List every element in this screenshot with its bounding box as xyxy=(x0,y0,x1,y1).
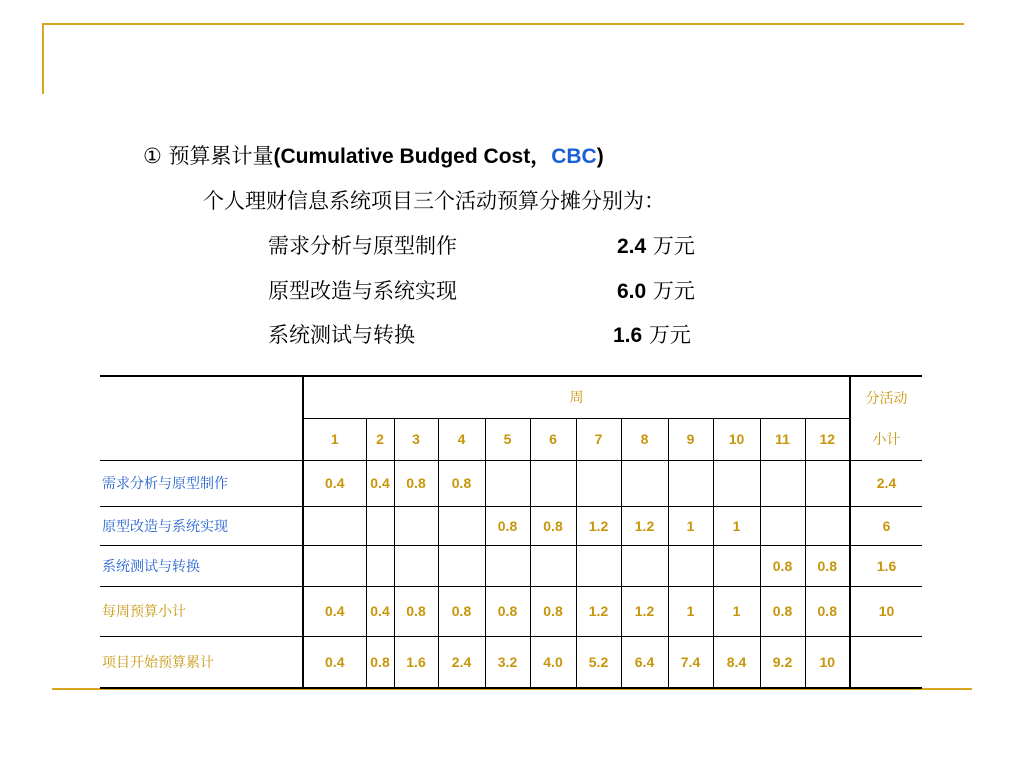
table-cell xyxy=(303,545,366,586)
table-row xyxy=(100,460,922,506)
table-cell: 7.4 xyxy=(668,636,713,688)
table-cell: 0.4 xyxy=(366,586,394,636)
table-row xyxy=(100,636,922,688)
table-cell xyxy=(713,460,760,506)
week-number: 3 xyxy=(394,418,438,460)
table-cell: 1.2 xyxy=(621,506,668,545)
table-cell xyxy=(366,545,394,586)
table-cell: 8.4 xyxy=(713,636,760,688)
week-number: 11 xyxy=(760,418,805,460)
table-cell: 5.2 xyxy=(576,636,621,688)
table-cell xyxy=(713,545,760,586)
table-cell xyxy=(530,460,576,506)
week-number: 7 xyxy=(576,418,621,460)
subtotal-header: 分活动 xyxy=(850,376,922,418)
table-cell: 2.4 xyxy=(438,636,485,688)
table-cell xyxy=(530,545,576,586)
table-cell xyxy=(366,506,394,545)
table-cell: 6.4 xyxy=(621,636,668,688)
week-number: 10 xyxy=(713,418,760,460)
table-cell: 1 xyxy=(713,586,760,636)
heading-en-close: ) xyxy=(596,145,604,168)
table-cell: 0.8 xyxy=(805,545,850,586)
row-label: 原型改造与系统实现 xyxy=(100,506,303,545)
table-cell xyxy=(760,460,805,506)
table-cell xyxy=(485,460,530,506)
table-cell: 0.8 xyxy=(760,586,805,636)
table-row xyxy=(100,506,922,545)
week-number: 4 xyxy=(438,418,485,460)
table-cell xyxy=(760,506,805,545)
table-cell xyxy=(621,545,668,586)
activity-name: 需求分析与原型制作 xyxy=(268,234,457,258)
table-row xyxy=(100,545,922,586)
table-cell: 0.4 xyxy=(303,460,366,506)
table-cell: 0.8 xyxy=(805,586,850,636)
table-cell xyxy=(805,506,850,545)
table-cell xyxy=(485,545,530,586)
table-cell: 1 xyxy=(668,506,713,545)
subtotal-cell xyxy=(850,636,922,688)
subtotal-cell: 1.6 xyxy=(850,545,922,586)
heading-abbr: CBC xyxy=(551,145,597,168)
activity-amount: 1.6 万元 xyxy=(613,323,691,347)
table-cell: 0.8 xyxy=(530,586,576,636)
table-cell: 0.8 xyxy=(394,460,438,506)
subtotal-cell: 2.4 xyxy=(850,460,922,506)
heading-en-open: (Cumulative Budged Cost， xyxy=(273,145,552,168)
decorative-top-line xyxy=(42,23,964,25)
table-cell: 0.8 xyxy=(438,460,485,506)
intro-text: 个人理财信息系统项目三个活动预算分摊分别为： xyxy=(203,189,665,213)
table-corner-cell xyxy=(100,376,303,460)
row-label: 每周预算小计 xyxy=(100,586,303,636)
table-cell: 10 xyxy=(805,636,850,688)
table-cell: 4.0 xyxy=(530,636,576,688)
table-cell: 0.4 xyxy=(366,460,394,506)
table-cell: 0.4 xyxy=(303,586,366,636)
table-cell: 0.8 xyxy=(530,506,576,545)
subtotal-cell: 10 xyxy=(850,586,922,636)
table-cell: 1.6 xyxy=(394,636,438,688)
table-cell xyxy=(576,545,621,586)
week-number: 9 xyxy=(668,418,713,460)
table-cell xyxy=(576,460,621,506)
subtotal-cell: 6 xyxy=(850,506,922,545)
week-number: 12 xyxy=(805,418,850,460)
activity-amount: 2.4 万元 xyxy=(617,234,695,258)
table-cell xyxy=(303,506,366,545)
table-cell xyxy=(668,460,713,506)
table-cell: 0.8 xyxy=(438,586,485,636)
budget-table xyxy=(100,375,922,689)
table-cell: 1 xyxy=(713,506,760,545)
table-cell: 0.8 xyxy=(760,545,805,586)
week-number: 5 xyxy=(485,418,530,460)
table-cell xyxy=(394,545,438,586)
week-number: 8 xyxy=(621,418,668,460)
row-label: 项目开始预算累计 xyxy=(100,636,303,688)
week-number: 1 xyxy=(303,418,366,460)
table-cell: 0.8 xyxy=(394,586,438,636)
table-cell: 1.2 xyxy=(576,506,621,545)
table-cell xyxy=(394,506,438,545)
week-header: 周 xyxy=(303,376,850,418)
row-label: 系统测试与转换 xyxy=(100,545,303,586)
table-cell xyxy=(621,460,668,506)
table-cell: 1.2 xyxy=(621,586,668,636)
table-cell: 1.2 xyxy=(576,586,621,636)
activity-name: 系统测试与转换 xyxy=(268,323,415,347)
week-number: 6 xyxy=(530,418,576,460)
table-cell: 3.2 xyxy=(485,636,530,688)
activity-name: 原型改造与系统实现 xyxy=(268,279,457,303)
row-label: 需求分析与原型制作 xyxy=(100,460,303,506)
decorative-vertical-line xyxy=(42,23,44,94)
table-cell xyxy=(668,545,713,586)
table-header-row xyxy=(100,376,922,418)
table-cell xyxy=(438,506,485,545)
subtotal-header-2: 小计 xyxy=(850,418,922,460)
heading-prefix: ① 预算累计量 xyxy=(143,144,274,168)
activity-amount: 6.0 万元 xyxy=(617,279,695,303)
table-cell xyxy=(805,460,850,506)
table-cell: 0.4 xyxy=(303,636,366,688)
section-heading xyxy=(143,140,604,170)
table-cell: 0.8 xyxy=(366,636,394,688)
week-number: 2 xyxy=(366,418,394,460)
table-cell: 9.2 xyxy=(760,636,805,688)
table-cell: 1 xyxy=(668,586,713,636)
table-cell xyxy=(438,545,485,586)
table-cell: 0.8 xyxy=(485,586,530,636)
table-row xyxy=(100,586,922,636)
table-cell: 0.8 xyxy=(485,506,530,545)
